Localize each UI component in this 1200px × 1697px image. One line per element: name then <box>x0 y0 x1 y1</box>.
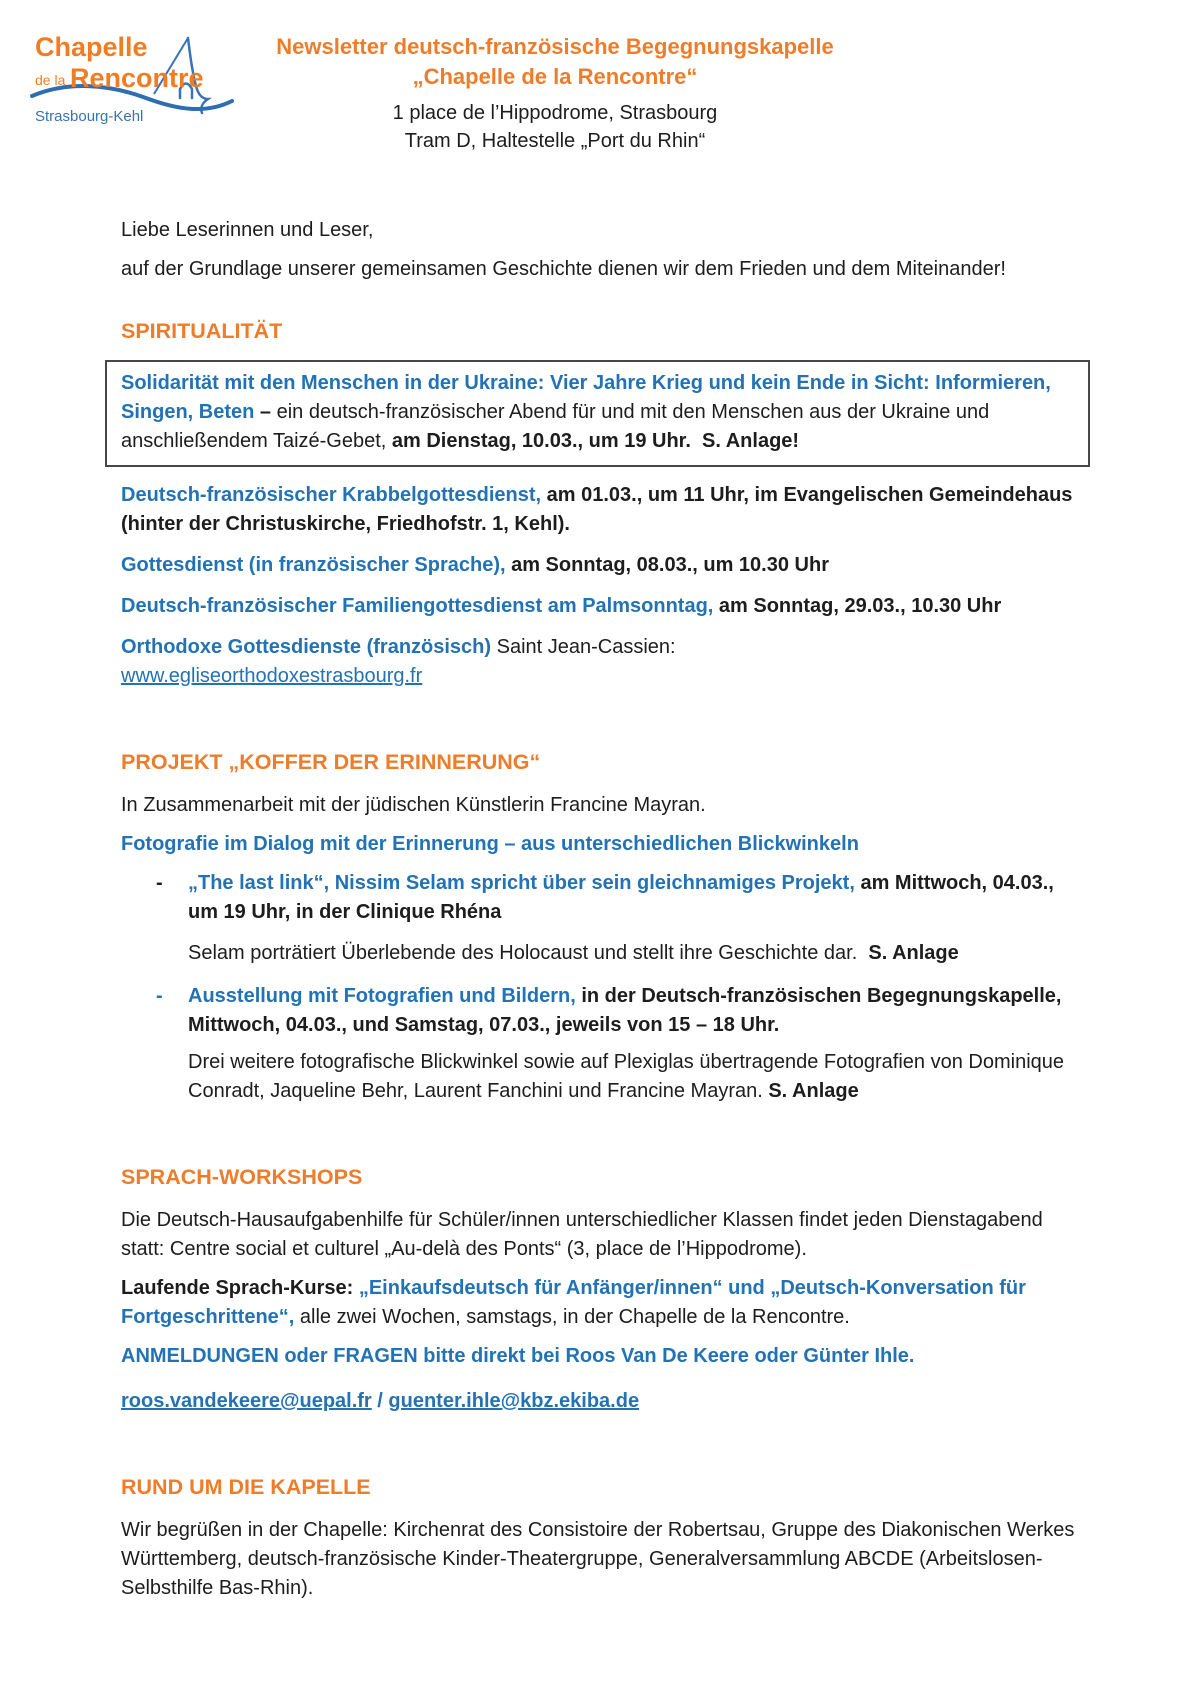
event-details: am Sonntag, 29.03., 10.30 Uhr <box>713 595 1002 617</box>
event-familiengottesdienst <box>121 592 1082 621</box>
contact-emails <box>121 1387 1082 1416</box>
event-details: am 01.03., um 11 Uhr, im Evangelischen Gemeindehaus (hinter der Christuskirche, Friedhofstr. 1, Kehl). <box>121 484 1073 535</box>
event-title: Orthodoxe Gottesdienste (französisch) <box>121 636 492 658</box>
projekt-intro: In Zusammenarbeit mit der jüdischen Künstlerin Francine Mayran. <box>121 794 706 816</box>
address-line1: 1 place de l’Hippodrome, Strasbourg <box>392 102 718 124</box>
sprach-paragraph-kurse <box>121 1274 1082 1332</box>
ukraine-solidarity-text <box>121 369 1076 456</box>
page-header <box>0 0 1200 192</box>
event-orthodoxe <box>121 633 1082 691</box>
event-gottesdienst-franz <box>121 551 1082 580</box>
projekt-bullet2-note <box>188 1048 1082 1106</box>
bullet-title: Ausstellung mit Fotografien und Bildern, <box>188 985 576 1007</box>
sprach-paragraph-hausaufgabenhilfe: Die Deutsch-Hausaufgabenhilfe für Schüler/innen unterschiedlicher Klassen findet jeden Dienstagabend statt: Centre social et culturel „Au-delà des Ponts“ (3, place de l’Hippodrome). <box>121 1209 1043 1260</box>
email-link-guenter[interactable]: guenter.ihle@kbz.ekiba.de <box>388 1390 640 1412</box>
projekt-bullet-the-last-link <box>121 869 1082 927</box>
section-heading-rund-um-die-kapelle: RUND UM DIE KAPELLE <box>121 1475 371 1499</box>
bullet-text <box>188 869 1082 927</box>
bullet-details: am Mittwoch, 04.03., um 19 Uhr, in der Clinique Rhéna <box>188 872 1054 923</box>
address-block <box>0 99 1110 155</box>
note-text: Drei weitere fotografische Blickwinkel sowie auf Plexiglas übertragende Fotografien von Dominique Conradt, Jaqueline Behr, Laurent Fanchini und Francine Mayran. <box>188 1051 1065 1102</box>
intro-paragraph: auf der Grundlage unserer gemeinsamen Geschichte dienen wir dem Frieden und dem Miteinander! <box>121 258 1006 280</box>
greeting: Liebe Leserinnen und Leser, <box>121 219 374 241</box>
bullet-details: in der Deutsch-französischen Begegnungskapelle, Mittwoch, 04.03., und Samstag, 07.03., jeweils von 15 – 18 Uhr. <box>188 985 1062 1036</box>
logo-word-dela: de la <box>35 72 66 88</box>
projekt-bullet1-note <box>188 939 1082 968</box>
address-line2: Tram D, Haltestelle „Port du Rhin“ <box>404 130 706 152</box>
orthodox-website-link[interactable]: www.egliseorthodoxestrasbourg.fr <box>121 665 423 687</box>
bullet-dash: - <box>156 985 163 1007</box>
event-details: am Sonntag, 08.03., um 10.30 Uhr <box>505 554 829 576</box>
newsletter-title-line1: Newsletter deutsch-französische Begegnungskapelle <box>276 34 834 59</box>
note-text: Selam porträtiert Überlebende des Holocaust und stellt ihre Geschichte dar. <box>188 942 869 964</box>
logo-word-rencontre: Rencontre <box>70 63 204 93</box>
section-heading-projekt: PROJEKT „KOFFER DER ERINNERUNG“ <box>121 750 541 774</box>
bullet-title: „The last link“, Nissim Selam spricht über sein gleichnamiges Projekt, <box>188 872 855 894</box>
event-title: Deutsch-französischer Familiengottesdienst am Palmsonntag, <box>121 595 714 617</box>
projekt-subtitle: Fotografie im Dialog mit der Erinnerung – aus unterschiedlichen Blickwinkeln <box>121 833 859 855</box>
ukraine-description: ein deutsch-französischer Abend für und mit den Menschen aus der Ukraine und anschließendem Taizé-Gebet, <box>121 401 990 452</box>
note-attachment: S. Anlage <box>868 942 959 964</box>
section-heading-sprach-workshops: SPRACH-WORKSHOPS <box>121 1165 363 1189</box>
projekt-bullet-ausstellung <box>121 982 1082 1040</box>
ukraine-solidarity-box <box>105 360 1090 467</box>
email-link-roos[interactable]: roos.vandekeere@uepal.fr <box>121 1390 372 1412</box>
kurse-label: Laufende Sprach-Kurse: <box>121 1277 359 1299</box>
ukraine-dash: – <box>254 401 277 423</box>
bullet-text <box>188 982 1082 1040</box>
logo-location: Strasbourg-Kehl <box>35 108 144 125</box>
kurse-titles: „Einkaufsdeutsch für Anfänger/innen“ und „Deutsch-Konversation für Fortgeschrittene“, <box>121 1277 1026 1328</box>
email-separator: / <box>371 1390 389 1412</box>
newsletter-title-line2: „Chapelle de la Rencontre“ <box>412 64 698 89</box>
note-attachment: S. Anlage <box>768 1080 859 1102</box>
rund-paragraph: Wir begrüßen in der Chapelle: Kirchenrat des Consistoire der Robertsau, Gruppe des Diakonischen Werkes Württemberg, deutsch-französische Kinder-Theatergruppe, Generalversammlung ABCDE (Arbeitslosen-Selbsthilfe Bas-Rhin). <box>121 1519 1075 1599</box>
event-title: Deutsch-französischer Krabbelgottesdienst, <box>121 484 542 506</box>
event-title: Gottesdienst (in französischer Sprache), <box>121 554 506 576</box>
event-details: Saint Jean-Cassien: <box>491 636 676 658</box>
bullet-dash: - <box>156 872 163 894</box>
ukraine-title: Solidarität mit den Menschen in der Ukraine: Vier Jahre Krieg und kein Ende in Sicht: Informieren, Singen, Beten <box>121 372 1051 423</box>
section-heading-spiritualitaet: SPIRITUALITÄT <box>121 319 283 343</box>
ukraine-datetime: am Dienstag, 10.03., um 19 Uhr. S. Anlage! <box>391 430 800 452</box>
newsletter-title-block <box>0 32 1110 155</box>
kurse-details: alle zwei Wochen, samstags, in der Chapelle de la Rencontre. <box>294 1306 850 1328</box>
event-krabbelgottesdienst <box>121 481 1082 539</box>
newsletter-body <box>0 216 1200 1603</box>
sprach-anmeldungen: ANMELDUNGEN oder FRAGEN bitte direkt bei Roos Van De Keere oder Günter Ihle. <box>121 1345 915 1367</box>
logo-word-chapelle: Chapelle <box>35 32 148 62</box>
